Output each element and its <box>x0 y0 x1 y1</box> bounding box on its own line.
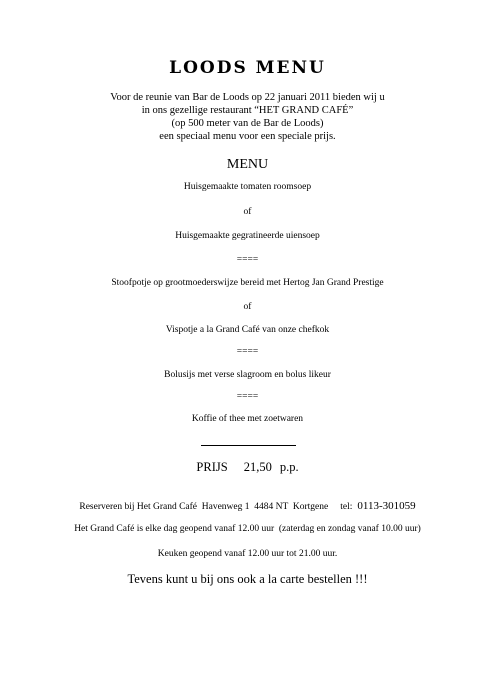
course-separator-3: ==== <box>236 392 259 402</box>
intro-line-1: Voor de reunie van Bar de Loods op 22 januari 2011 bieden wij u <box>110 92 385 103</box>
or-separator-2: of <box>243 302 252 312</box>
starter-option-2: Huisgemaakte gegratineerde uiensoep <box>175 231 320 241</box>
price-label: PRIJS <box>196 460 228 474</box>
course-separator-2: ==== <box>236 347 259 357</box>
intro-line-3: (op 500 meter van de Bar de Loods) <box>171 118 324 129</box>
opening-hours: Het Grand Café is elke dag geopend vanaf 12.00 uur (zaterdag en zondag vanaf 10.00 uur) <box>74 524 421 534</box>
reservation-address: Reserveren bij Het Grand Café Havenweg 1 4484 NT Kortgene <box>79 502 329 512</box>
intro-line-2: in ons gezellige restaurant “HET GRAND CAFÉ” <box>141 105 354 116</box>
intro-line-4: een speciaal menu voor een speciale prijs. <box>159 131 336 142</box>
divider-line <box>201 445 296 446</box>
coffee-item: Koffie of thee met zoetwaren <box>191 414 304 424</box>
phone-number: 0113-301059 <box>357 500 416 512</box>
phone-label: tel: <box>340 502 353 512</box>
main-option-1: Stoofpotje op grootmoederswijze bereid met Hertog Jan Grand Prestige <box>111 278 384 288</box>
dessert-item: Bolusijs met verse slagroom en bolus likeur <box>164 370 331 380</box>
price-amount: 21,50 <box>243 460 272 474</box>
a-la-carte-note: Tevens kunt u bij ons ook a la carte bestellen !!! <box>127 572 368 586</box>
or-separator-1: of <box>243 207 252 217</box>
price-unit: p.p. <box>279 460 299 474</box>
starter-option-1: Huisgemaakte tomaten roomsoep <box>183 182 312 192</box>
reservation-line <box>0 500 495 512</box>
price-line <box>0 460 495 475</box>
menu-heading: MENU <box>226 157 269 172</box>
page-title: LOODS MENU <box>169 58 326 78</box>
main-option-2: Vispotje a la Grand Café van onze chefkok <box>165 325 330 335</box>
course-separator-1: ==== <box>236 255 259 265</box>
kitchen-hours: Keuken geopend vanaf 12.00 uur tot 21.00 uur. <box>157 549 338 559</box>
